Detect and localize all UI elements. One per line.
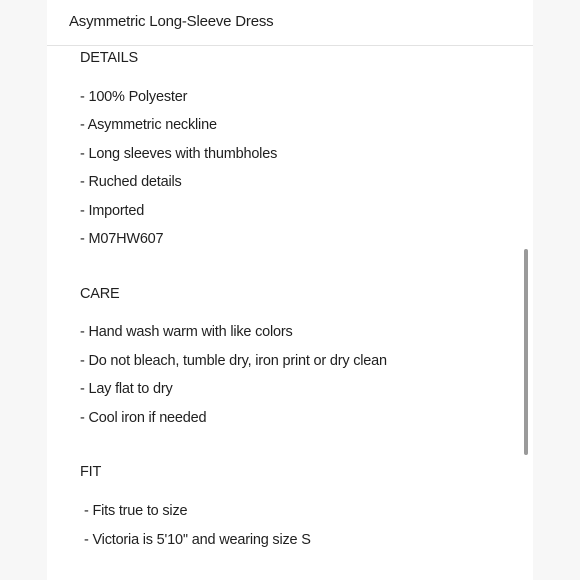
details-item: - Asymmetric neckline [80,117,217,133]
product-info-panel [47,0,533,580]
care-item: - Cool iron if needed [80,410,207,426]
details-item: - Ruched details [80,174,182,190]
care-item: - Hand wash warm with like colors [80,324,293,340]
fit-item: - Victoria is 5'10'' and wearing size S [84,532,311,548]
product-title: Asymmetric Long-Sleeve Dress [69,13,274,30]
care-item: - Do not bleach, tumble dry, iron print or dry clean [80,353,387,369]
care-item: - Lay flat to dry [80,381,173,397]
vertical-scrollbar-thumb[interactable] [524,249,528,455]
product-description-scroll-area[interactable] [47,46,533,580]
fit-item: - Fits true to size [84,503,188,519]
fit-heading: FIT [80,464,102,480]
details-item: - 100% Polyester [80,89,188,105]
details-item: - Imported [80,203,145,219]
details-heading: DETAILS [80,50,138,66]
panel-header [47,0,533,46]
care-heading: CARE [80,286,120,302]
details-item: - M07HW607 [80,231,164,247]
details-item: - Long sleeves with thumbholes [80,146,278,162]
